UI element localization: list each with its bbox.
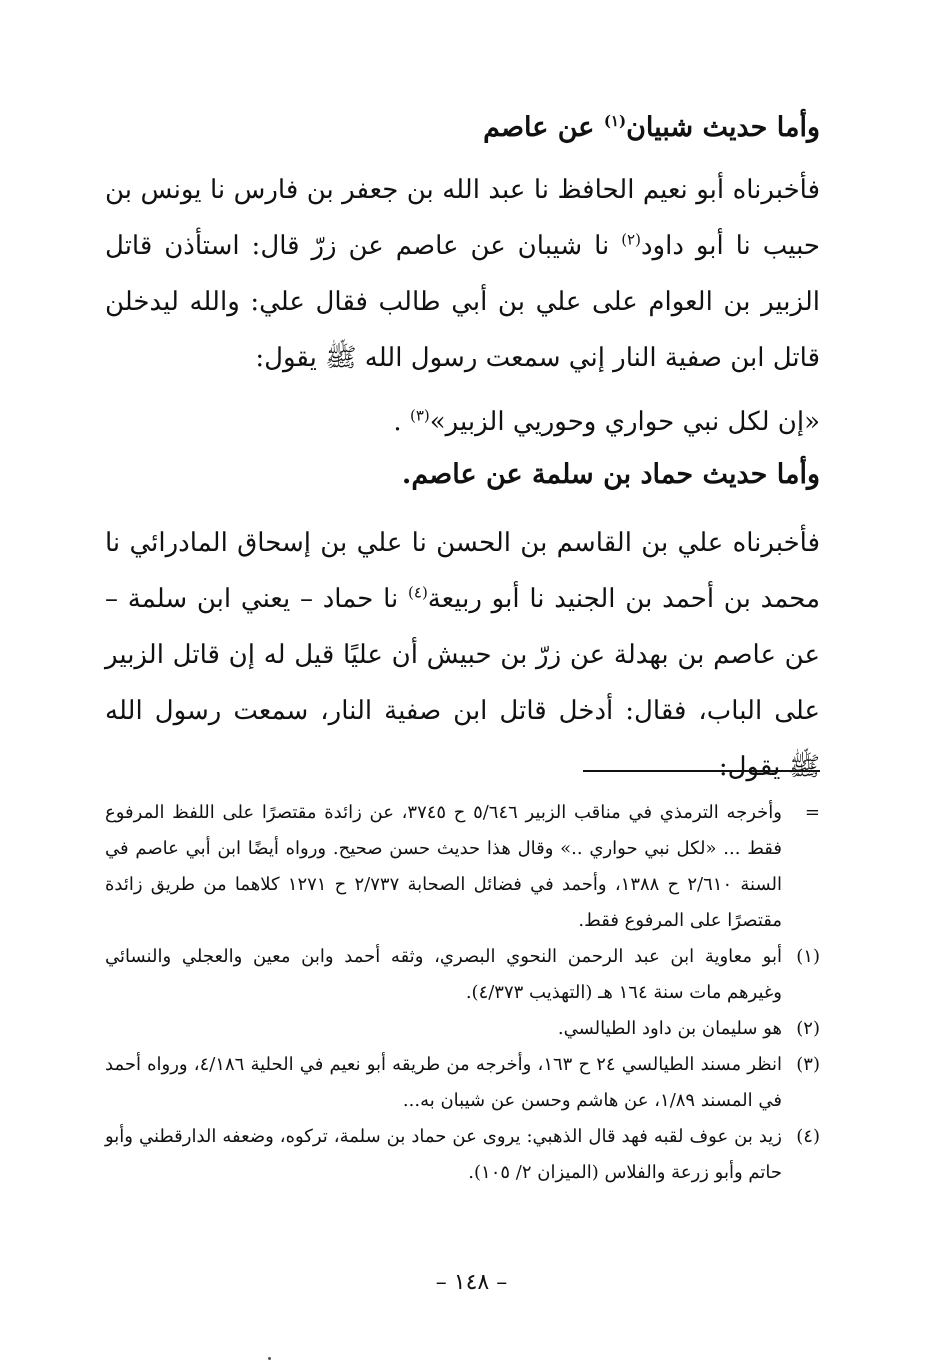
footnote-3	[105, 1047, 820, 1119]
footnote-2	[105, 1011, 820, 1047]
page-number: – ١٤٨ –	[435, 1270, 508, 1295]
footnote-number: =	[804, 802, 820, 823]
paragraph-text-b: نا شيبان عن عاصم عن زرّ قال: استأذن قاتل الزبير بن العوام على علي بن أبي طالب فقال علي: والله ليدخلن قاتل ابن صفية النار إني سمعت رسول الله ﷺ يقول:	[105, 231, 820, 373]
footnote-ref-3: (٣)	[409, 406, 430, 425]
heading-text: وأما حديث حماد بن سلمة عن عاصم.	[401, 459, 820, 490]
hadith-quote	[393, 402, 820, 442]
footnote-text: أبو معاوية ابن عبد الرحمن النحوي البصري، وثقه أحمد وابن معين والعجلي والنسائي وغيرهم مات سنة ١٦٤ هـ (التهذيب ٤/٣٧٣).	[105, 946, 782, 1003]
quote-text: «إن لكل نبي حواري وحوريي الزبير»	[429, 407, 820, 437]
footnote-text: وأخرجه الترمذي في مناقب الزبير ٥/٦٤٦ ح ٣٧٤٥، عن زائدة مقتصرًا على اللفظ المرفوع فقط ... «لكل نبي حواري ..» وقال هذا حديث حسن صحيح. ورواه أيضًا ابن أبي عاصم في السنة ٢/٦١٠ ح ١٣٨٨، وأحمد في فضائل الصحابة ٢/٧٣٧ ح ١٢٧١ كلاهما من طريق زائدة مقتصرًا على المرفوع فقط.	[105, 802, 782, 931]
footnote-separator	[583, 770, 820, 772]
paragraph-shaiban-narration	[105, 162, 820, 386]
footnote-text: زيد بن عوف لقبه فهد قال الذهبي: يروى عن حماد بن سلمة، تركوه، وضعفه الدارقطني وأبو حاتم وأبو زرعة والفلاس (الميزان ٢/ ١٠٥).	[105, 1126, 782, 1183]
heading-text: وأما حديث شبيان	[626, 112, 820, 143]
footnote-number: (٤)	[796, 1126, 820, 1147]
heading-tail: عن عاصم	[483, 112, 595, 143]
section-heading-hammad	[402, 455, 820, 495]
paragraph-hammad-narration	[105, 515, 820, 795]
paragraph-text-a: فأخبرناه أبو نعيم الحافظ نا عبد الله بن جعفر بن فارس نا يونس بن حبيب نا أبو داود	[105, 175, 820, 261]
footnote-text: انظر مسند الطيالسي ٢٤ ح ١٦٣، وأخرجه من طريقه أبو نعيم في الحلية ٤/١٨٦، ورواه أحمد في المسند ١/٨٩، عن هاشم وحسن عن شيبان به...	[105, 1054, 782, 1111]
quote-tail: .	[393, 407, 402, 437]
footnote-ref-2: (٢)	[621, 230, 641, 249]
scan-speck	[268, 1357, 271, 1360]
footnote-number: (٣)	[796, 1054, 820, 1075]
footnotes	[105, 795, 820, 1191]
footnote-text: هو سليمان بن داود الطيالسي.	[557, 1018, 782, 1039]
footnote-number: (١)	[796, 946, 820, 967]
footnote-ref-4: (٤)	[408, 583, 428, 602]
paragraph-text-b: نا حماد – يعني ابن سلمة – عن عاصم بن بهدلة عن زرّ بن حبيش أن عليًا قيل له إن قاتل الزبير على الباب، فقال: أدخل قاتل ابن صفية النار، سمعت رسول الله ﷺ يقول:	[105, 584, 820, 782]
footnote-number: (٢)	[796, 1018, 820, 1039]
footnote-continued	[105, 795, 820, 939]
paragraph-text-a: فأخبرناه علي بن القاسم بن الحسن نا علي بن إسحاق المادرائي نا محمد بن أحمد بن الجنيد نا أبو ربيعة	[105, 528, 820, 614]
section-heading-shaiban	[483, 108, 820, 148]
footnote-4	[105, 1119, 820, 1191]
footnote-ref-1: (١)	[603, 112, 627, 130]
footnote-1	[105, 939, 820, 1011]
